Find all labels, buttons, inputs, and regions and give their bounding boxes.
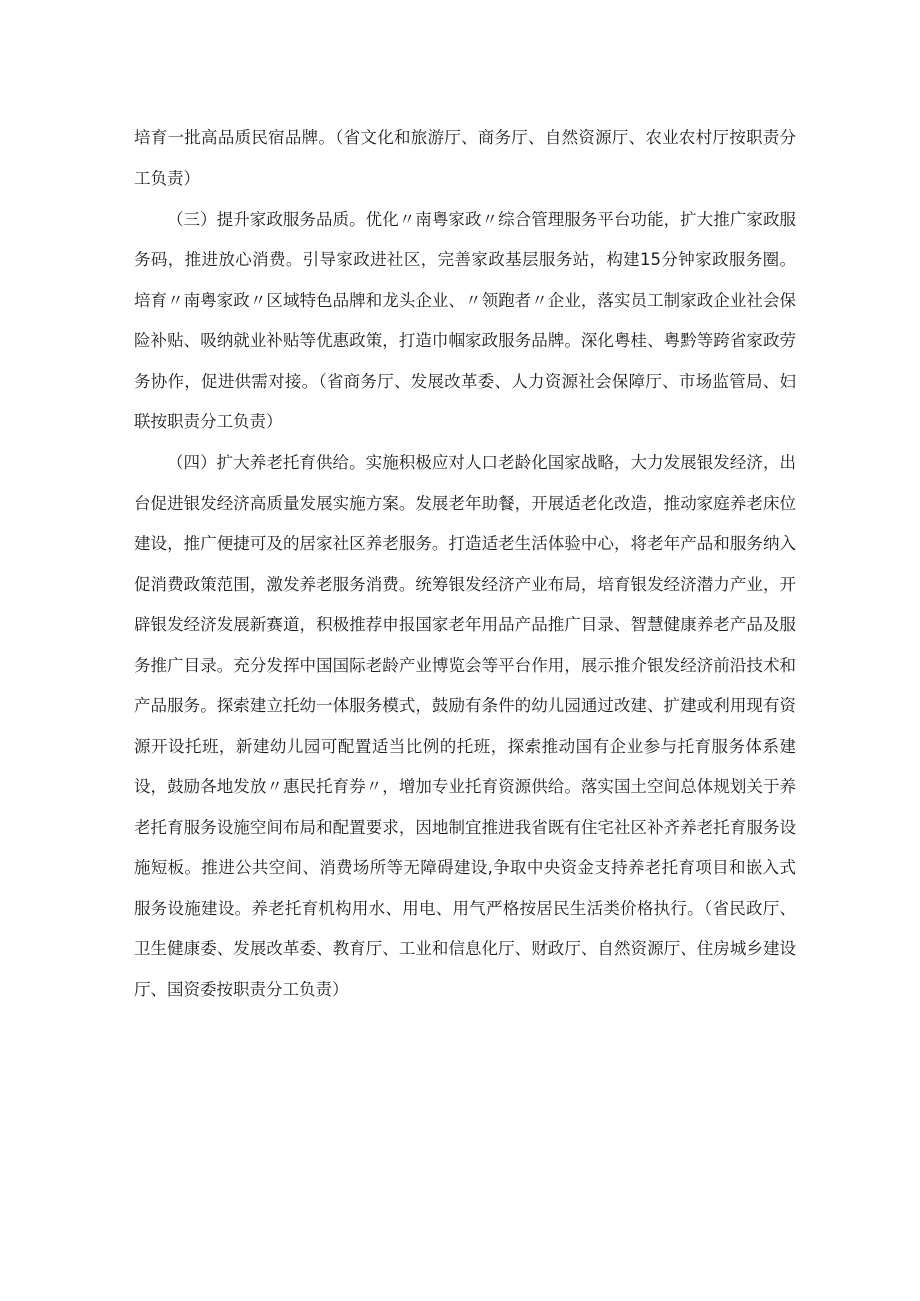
paragraph-housekeeping-services: （三）提升家政服务品质。优化〃南粤家政〃综合管理服务平台功能，扩大推广家政服务码，推进放心消费。引导家政进社区，完善家政基层服务站，构建15分钟家政服务圈。培育〃南粤家政〃区域特色品牌和龙头企业、〃领跑者〃企业，落实员工制家政企业社会保险补贴、吸纳就业补贴等优惠政策，打造巾帼家政服务品牌。深化粤桂、粤黔等跨省家政劳务协作，促进供需对接。（省商务厅、发展改革委、人力资源社会保障厅、市场监管局、妇联按职责分工负责） [134, 209, 796, 431]
paragraph-elderly-childcare: （四）扩大养老托育供给。实施积极应对人口老龄化国家战略，大力发展银发经济，出台促进银发经济高质量发展实施方案。发展老年助餐，开展适老化改造，推动家庭养老床位建设，推广便捷可及的居家社区养老服务。打造适老生活体验中心，将老年产品和服务纳入促消费政策范围，激发养老服务消费。统筹银发经济产业布局，培育银发经济潜力产业，开辟银发经济发展新赛道，积极推荐申报国家老年用品产品推广目录、智慧健康养老产品及服务推广目录。充分发挥中国国际老龄产业博览会等平台作用，展示推介银发经济前沿技术和产品服务。探索建立托幼一体服务模式，鼓励有条件的幼儿园通过改建、扩建或利用现有资源开设托班，新建幼儿园可配置适当比例的托班，探索推动国有企业参与托育服务体系建设，鼓励各地发放〃惠民托育券〃，增加专业托育资源供给。落实国土空间总体规划关于养老托育服务设施空间布局和配置要求，因地制宜推进我省既有住宅社区补齐养老托育服务设施短板。推进公共空间、消费场所等无障碍建设,争取中央资金支持养老托育项目和嵌入式服务设施建设。养老托育机构用水、用电、用气严格按居民生活类价格执行。（省民政厅、卫生健康委、发展改革委、教育厅、工业和信息化厅、财政厅、自然资源厅、住房城乡建设厅、国资委按职责分工负责） [134, 453, 796, 999]
document-body [134, 118, 796, 1010]
paragraph-lodging-brands: 培育一批高品质民宿品牌。（省文化和旅游厅、商务厅、自然资源厅、农业农村厅按职责分工负责） [134, 128, 796, 188]
